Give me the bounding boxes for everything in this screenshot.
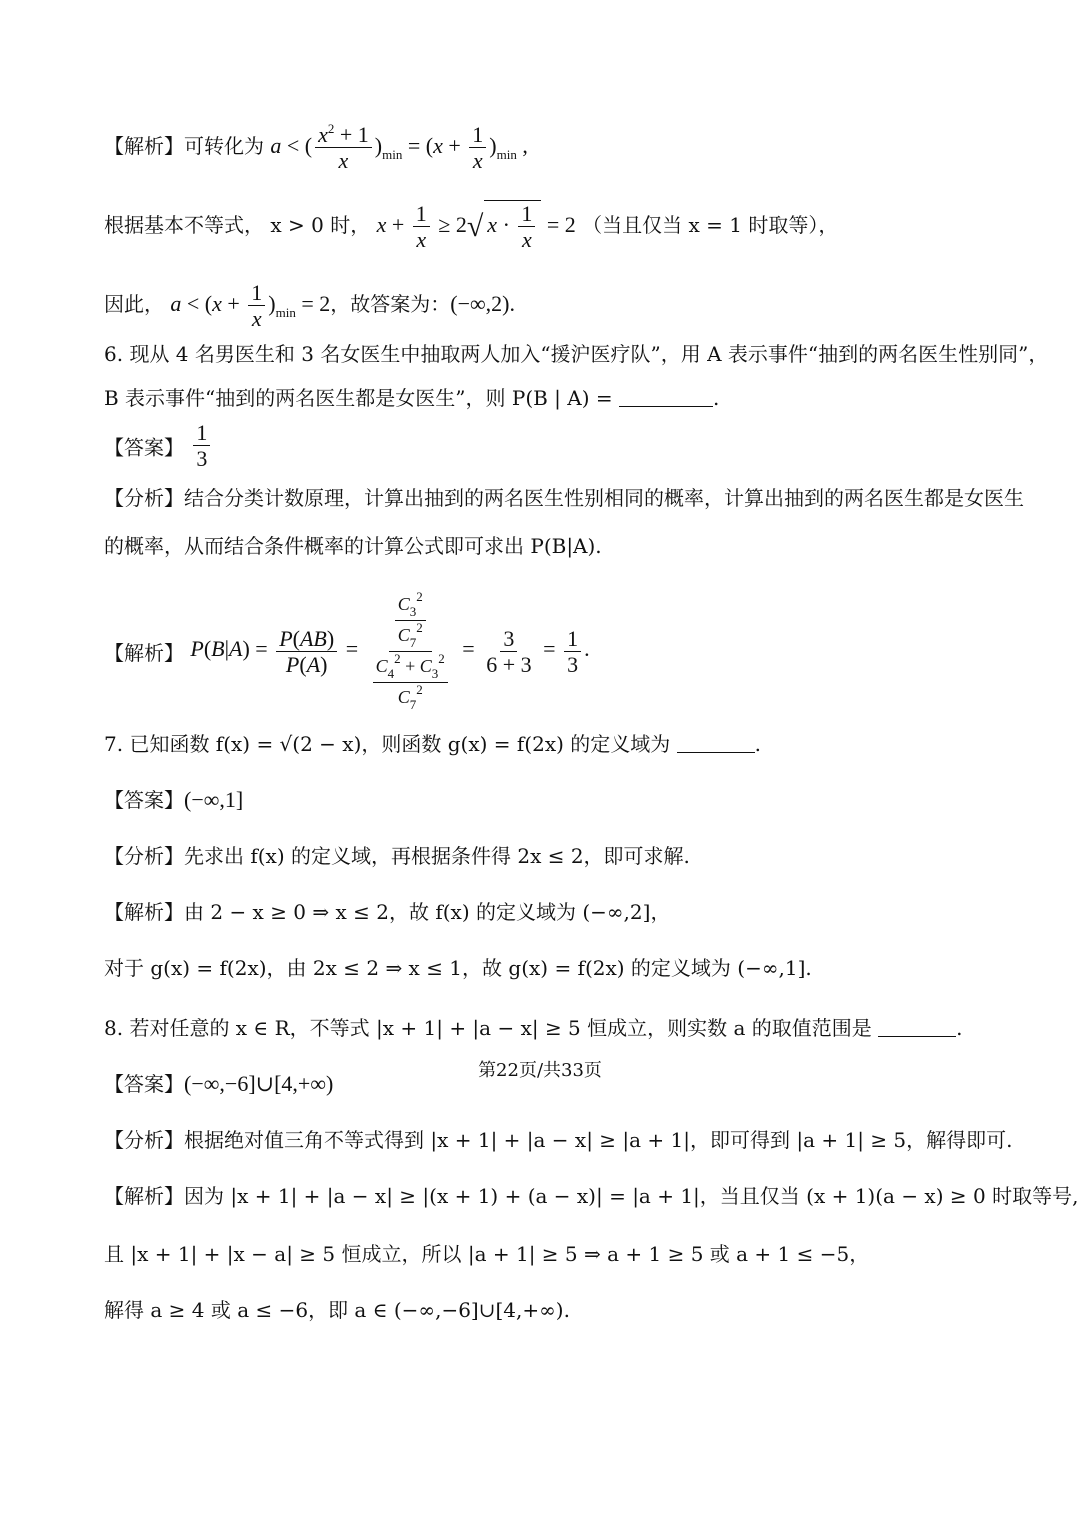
answer-interval: (−∞,2).	[450, 290, 516, 316]
solution-line-2	[104, 200, 838, 253]
question-6-text: B 表示事件“抽到的两名医生都是女医生”，则 P(B | A) =	[104, 386, 613, 410]
q6-analysis	[104, 482, 1024, 511]
condition: x > 0 时，	[270, 212, 371, 237]
solution-tag: 【解析】	[104, 133, 184, 158]
page-footer: 第22页/共33页	[478, 1060, 602, 1081]
answer-blank	[878, 1016, 956, 1037]
analysis-text: 先求出 f(x) 的定义域，再根据条件得 2x ≤ 2，即可求解.	[184, 844, 690, 868]
question-6: 6. 现从 4 名男医生和 3 名女医生中抽取两人加入“援沪医疗队”，用 A 表示事件“抽到的两名医生性别同”，	[104, 342, 1049, 366]
q7-solution-cont: 对于 g(x) = f(2x)，由 2x ≤ 2 ⇒ x ≤ 1，故 g(x) = f(2x) 的定义域为 (−∞,1].	[104, 956, 812, 980]
formula-1: a < ( $\frac{x^2 + 1}{x}$ )$_{min} = (x$ + $\frac{1}{x}$ )$_{min}$ ,	[270, 121, 528, 174]
analysis-tag: 【分析】	[104, 486, 184, 510]
note: （当且仅当 x = 1 时取等），	[582, 212, 839, 237]
question-7-text: 7. 已知函数 f(x) = √(2 − x)，则函数 g(x) = f(2x) 的定义域为	[104, 732, 671, 756]
solution-line-3	[104, 280, 515, 332]
solution-tag: 【解析】	[104, 900, 184, 924]
solution-text: 因为 |x + 1| + |a − x| ≥ |(x + 1) + (a − x)| = |a + 1|，当且仅当 (x + 1)(a − x) ≥ 0 时取等号,	[184, 1184, 1079, 1208]
answer-value: (−∞,−6]∪[4,+∞)	[184, 1071, 334, 1096]
solution-text: 由 2 − x ≥ 0 ⇒ x ≤ 2，故 f(x) 的定义域为 (−∞,2]，	[184, 900, 671, 924]
q8-solution	[104, 1180, 1078, 1209]
q7-solution	[104, 896, 670, 925]
solution-tag: 【解析】	[104, 1184, 184, 1208]
q8-analysis	[104, 1124, 1013, 1153]
q8-solution-cont-2: 解得 a ≥ 4 或 a ≤ −6，即 a ∈ (−∞,−6]∪[4,+∞).	[104, 1298, 570, 1322]
formula-3: a < (x + $\frac{1}{x}$ )$_{min} = 2$	[170, 280, 331, 332]
analysis-text: 根据绝对值三角不等式得到 |x + 1| + |a − x| ≥ |a + 1|，即可得到 |a + 1| ≥ 5，解得即可.	[184, 1128, 1013, 1152]
question-7: 7. 已知函数 f(x) = √(2 − x)，则函数 g(x) = f(2x) 的定义域为 .	[104, 732, 761, 756]
analysis-text: 结合分类计数原理，计算出抽到的两名医生性别相同的概率，计算出抽到的两名医生都是女医生	[184, 486, 1024, 510]
question-8-text: 8. 若对任意的 x ∈ R，不等式 |x + 1| + |a − x| ≥ 5 恒成立，则实数 a 的取值范围是	[104, 1016, 872, 1040]
solution-text: 可转化为	[184, 133, 264, 158]
solution-text: 根据基本不等式，	[104, 212, 264, 237]
formula-2: x + $\frac{1}{x}$ ≥ 2√ x · $\frac{1}{x}$ = 2	[376, 201, 576, 253]
q6-solution	[104, 590, 590, 713]
analysis-tag: 【分析】	[104, 1128, 184, 1152]
q7-answer	[104, 784, 243, 813]
answer-tag: 【答案】	[104, 435, 184, 460]
formula-q6: P(B|A) = $\frac{P(AB)}{P(A)}$ = $\frac{\frac{C_3^2}{C_7^2}}{\frac{C_4^2 + C_3^2}{C_7^2}}$ = $\frac{3}{6 + 3}$ = $\frac{1}{3}$ .	[190, 589, 590, 712]
q7-analysis	[104, 840, 690, 869]
answer-fraction: $\frac{1}{3}$	[193, 420, 210, 472]
solution-tag: 【解析】	[104, 640, 184, 665]
q8-solution-cont: 且 |x + 1| + |x − a| ≥ 5 恒成立，所以 |a + 1| ≥ 5 ⇒ a + 1 ≥ 5 或 a + 1 ≤ −5，	[104, 1242, 870, 1266]
answer-text: ，故答案为：	[330, 291, 451, 316]
analysis-tag: 【分析】	[104, 844, 184, 868]
question-8: 8. 若对任意的 x ∈ R，不等式 |x + 1| + |a − x| ≥ 5 恒成立，则实数 a 的取值范围是 .	[104, 1016, 963, 1040]
answer-blank	[677, 732, 755, 753]
solution-line-1	[104, 122, 528, 174]
q6-analysis-cont: 的概率，从而结合条件概率的计算公式即可求出 P(B|A).	[104, 534, 602, 558]
answer-value: (−∞,1]	[184, 787, 244, 812]
q6-answer	[104, 420, 213, 472]
solution-text: 因此，	[104, 291, 164, 316]
answer-tag: 【答案】	[104, 1072, 184, 1096]
answer-blank	[619, 386, 713, 407]
answer-tag: 【答案】	[104, 788, 184, 812]
question-6-cont: B 表示事件“抽到的两名医生都是女医生”，则 P(B | A) = .	[104, 386, 720, 410]
